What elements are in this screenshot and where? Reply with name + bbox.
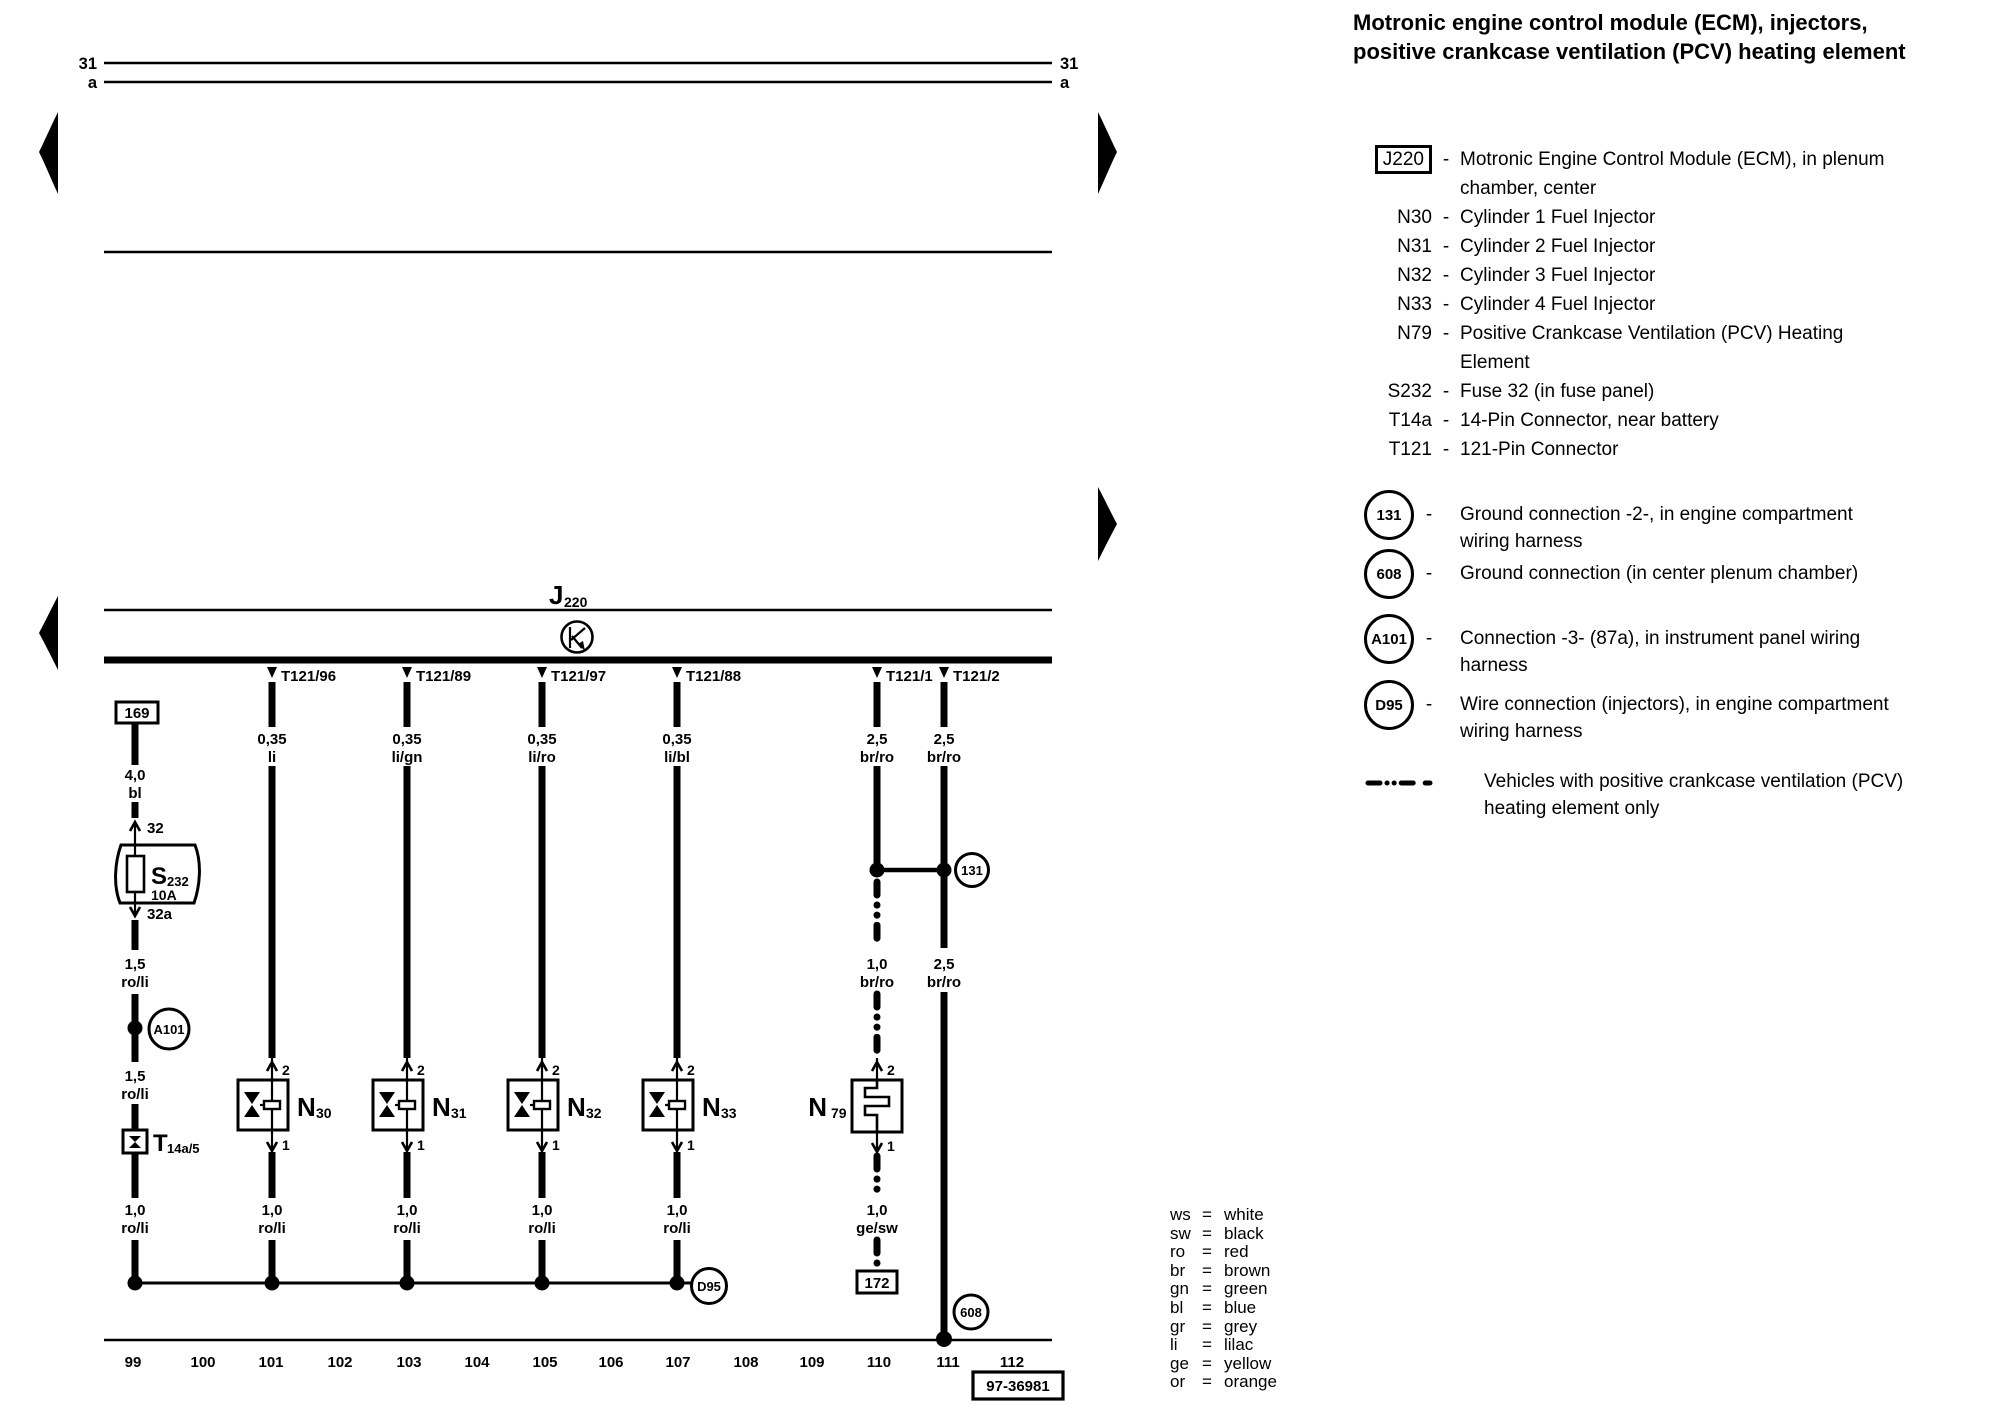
track-ref-172-label: 172: [864, 1275, 890, 1292]
track-ref-169-label: 169: [124, 705, 150, 722]
wire-connection-circle-icon: D95: [1364, 680, 1414, 730]
legend-desc: Ground connection -2-, in engine compartment wiring harness: [1460, 504, 1853, 552]
component-label-prefix: N: [702, 1092, 721, 1122]
pin-arrow-down-icon: [402, 667, 412, 678]
equals-separator: [1202, 1318, 1224, 1337]
dash-separator: [1432, 377, 1460, 406]
wire-size-label: 4,0: [124, 767, 146, 784]
legend-entry-n30: [1340, 203, 2000, 232]
color-code-row: gr = grey: [1170, 1318, 1277, 1337]
component-label-number: 79: [831, 1105, 847, 1121]
legend-desc: Motronic Engine Control Module (ECM), in plenum chamber, center: [1460, 149, 1885, 199]
component-label-prefix: N: [808, 1092, 827, 1122]
dash-separator: [1432, 261, 1460, 290]
ground-131-label: 131: [961, 863, 983, 878]
injector-valve-icon: [669, 1101, 685, 1109]
ecm-label-prefix: J: [549, 580, 564, 610]
page-title: Motronic engine control module (ECM), injectors, positive crankcase ventilation (PCV) heating element: [1353, 10, 1906, 64]
fuse-icon: [127, 856, 144, 892]
equals-separator: [1202, 1373, 1224, 1392]
legend-entry-t14a: [1340, 406, 2000, 435]
junction-dot: [128, 1021, 143, 1036]
wire-color-label: ge/sw: [856, 1220, 898, 1237]
dash-separator: [1414, 680, 1444, 745]
pin-top-label: 2: [552, 1062, 560, 1078]
rail-31-label-right: 31: [1060, 55, 1079, 73]
pin-bottom-label: 1: [687, 1137, 695, 1153]
legend-id: S232: [1387, 381, 1432, 402]
legend-desc: Cylinder 3 Fuel Injector: [1460, 265, 1656, 286]
wire-color-label: li/ro: [528, 749, 556, 766]
wire-size-label: 0,35: [527, 731, 557, 748]
dash-separator: [1432, 290, 1460, 319]
legend-desc: Fuse 32 (in fuse panel): [1460, 381, 1655, 402]
dash-separator: [1432, 232, 1460, 261]
pin-bottom-label: 1: [552, 1137, 560, 1153]
injector-circuit-n32: [508, 667, 606, 1291]
pin-label: T121/2: [953, 668, 1000, 685]
legend-desc: 121-Pin Connector: [1460, 439, 1619, 460]
track-number: 112: [999, 1354, 1025, 1371]
legend-entry-n79: [1340, 319, 2000, 377]
legend-desc: Ground connection (in center plenum chamber): [1460, 563, 1859, 584]
track-number: 100: [190, 1354, 216, 1371]
wire-size-label: 1,5: [124, 956, 146, 973]
dash-separator: [1432, 435, 1460, 464]
wire-color-label: br/ro: [926, 749, 962, 766]
left-arrow-icon: [39, 596, 58, 670]
dash-separator: [1432, 406, 1460, 435]
legend-entry-n32: [1340, 261, 2000, 290]
legend-id: T14a: [1388, 410, 1432, 431]
wire-size-label: 2,5: [866, 731, 888, 748]
pin-bottom-label: 1: [282, 1137, 290, 1153]
pin-arrow-down-icon: [672, 667, 682, 678]
wire-color-code: [1170, 1206, 1277, 1392]
equals-separator: [1202, 1299, 1224, 1318]
legend-connection-d95: [1340, 680, 2000, 745]
wire-color-label: br/ro: [926, 974, 962, 991]
wire-size-label: 1,0: [866, 1202, 888, 1219]
legend-desc: Cylinder 1 Fuel Injector: [1460, 207, 1656, 228]
legend-id: N31: [1397, 236, 1432, 257]
dash-separator: [1432, 203, 1460, 232]
right-arrow-icon: [1098, 112, 1117, 194]
continuation-arrows: [39, 112, 1117, 670]
track-number: 104: [464, 1354, 490, 1371]
dash-separator: [1414, 490, 1444, 555]
fuse-label-prefix: S: [151, 863, 168, 890]
dash-separator: [1414, 614, 1444, 679]
track-number: 105: [532, 1354, 558, 1371]
legend-id: N30: [1397, 207, 1432, 228]
dash-separator: [1414, 549, 1444, 599]
legend-entry-t121: [1340, 435, 2000, 464]
legend-entry-n33: [1340, 290, 2000, 319]
wire-size-label: 1,0: [261, 1202, 283, 1219]
legend-id: T121: [1388, 439, 1432, 460]
wire-size-label: 0,35: [257, 731, 287, 748]
color-code-row: ro = red: [1170, 1243, 1277, 1262]
color-code-row: ws = white: [1170, 1206, 1277, 1225]
equals-separator: [1202, 1280, 1224, 1299]
legend-desc: 14-Pin Connector, near battery: [1460, 410, 1719, 431]
pin-label: T121/96: [281, 668, 337, 685]
track-number: 107: [665, 1354, 691, 1371]
wire-size-label: 2,5: [933, 956, 955, 973]
wire-size-label: 1,5: [124, 1068, 146, 1085]
track-number: 102: [327, 1354, 353, 1371]
pin-label: T121/1: [886, 668, 933, 685]
dash-separator: [1432, 145, 1460, 203]
component-label-prefix: N: [432, 1092, 451, 1122]
color-code-row: li = lilac: [1170, 1336, 1277, 1355]
track-number: 111: [936, 1354, 960, 1371]
injector-valve-icon: [264, 1101, 280, 1109]
wire-size-label: 0,35: [392, 731, 422, 748]
ground-circle-icon: 131: [1364, 490, 1414, 540]
wire-size-label: 1,0: [866, 956, 888, 973]
legend-desc: Cylinder 2 Fuel Injector: [1460, 236, 1656, 257]
legend-ground-131: [1340, 490, 2000, 555]
wire-size-label: 2,5: [933, 731, 955, 748]
wire-color-label: bl: [128, 785, 142, 802]
ground-circle-icon: 608: [1364, 549, 1414, 599]
equals-separator: [1202, 1206, 1224, 1225]
legend-desc: Cylinder 4 Fuel Injector: [1460, 294, 1656, 315]
component-label-number: 33: [721, 1105, 737, 1121]
supply-circuit: [116, 702, 200, 1291]
wire-color-label: ro/li: [663, 1220, 691, 1237]
component-label-number: 30: [316, 1105, 332, 1121]
pin-top-label: 2: [687, 1062, 695, 1078]
equals-separator: [1202, 1225, 1224, 1244]
wire-color-label: li/bl: [664, 749, 690, 766]
injector-circuit-n31: [373, 667, 471, 1291]
wire-color-label: ro/li: [121, 1086, 149, 1103]
wire-color-label: br/ro: [859, 974, 895, 991]
track-strip: [104, 1340, 1063, 1399]
injector-valve-icon: [399, 1101, 415, 1109]
component-label-prefix: N: [297, 1092, 316, 1122]
injector-valve-icon: [534, 1101, 550, 1109]
track-number: 108: [733, 1354, 759, 1371]
pin-arrow-down-icon: [267, 667, 277, 678]
data-link-k-icon: [562, 622, 593, 653]
ecm-label-number: 220: [564, 594, 588, 610]
track-number: 109: [799, 1354, 825, 1371]
color-code-row: or = orange: [1170, 1373, 1277, 1392]
wire-color-label: ro/li: [258, 1220, 286, 1237]
track-number: 103: [396, 1354, 422, 1371]
d95-common-wire: [135, 1269, 727, 1304]
component-label-prefix: N: [567, 1092, 586, 1122]
wire-color-label: li: [267, 749, 277, 766]
pin-label: T121/88: [686, 668, 742, 685]
legend-desc: Vehicles with positive crankcase ventilation (PCV) heating element only: [1484, 771, 1904, 819]
legend-desc: Wire connection (injectors), in engine compartment wiring harness: [1460, 694, 1889, 742]
connection-circle-icon: A101: [1364, 614, 1414, 664]
track-number: 110: [866, 1354, 892, 1371]
pin-arrow-down-icon: [537, 667, 547, 678]
pin-top-label: 2: [282, 1062, 290, 1078]
equals-separator: [1202, 1262, 1224, 1281]
color-code-row: ge = yellow: [1170, 1355, 1277, 1374]
pin-arrow-down-icon: [939, 667, 949, 678]
legend-id: J220: [1340, 145, 1432, 203]
rail-a-label-right: a: [1060, 74, 1070, 92]
wire-size-label: 0,35: [662, 731, 692, 748]
equals-separator: [1202, 1336, 1224, 1355]
pcv-heater-circuit: [808, 667, 988, 1293]
top-rails: [79, 55, 1079, 252]
equals-separator: [1202, 1243, 1224, 1262]
fuse-terminal-out-label: 32a: [147, 906, 173, 923]
track-number: 101: [258, 1354, 284, 1371]
wire-size-label: 1,0: [666, 1202, 688, 1219]
dash-separator: [1432, 319, 1460, 377]
legend-ground-608: [1340, 549, 2000, 599]
dashed-wire-icon: [1364, 768, 1438, 822]
legend-id: N79: [1397, 323, 1432, 344]
wire-color-label: ro/li: [393, 1220, 421, 1237]
equals-separator: [1202, 1355, 1224, 1374]
wire-connection-d95-label: D95: [697, 1279, 721, 1294]
track-number: 99: [124, 1354, 142, 1371]
fuse-terminal-in-label: 32: [147, 820, 164, 837]
injector-circuit-n33: [643, 667, 741, 1291]
pin-label: T121/97: [551, 668, 607, 685]
rail-a-label-left: a: [87, 74, 97, 92]
pin-label: T121/89: [416, 668, 472, 685]
wire-size-label: 1,0: [531, 1202, 553, 1219]
wire-color-label: ro/li: [121, 974, 149, 991]
fuse-label-number: 232: [167, 874, 189, 889]
legend-dashed-note: [1340, 768, 2000, 822]
pin-bottom-label: 1: [417, 1137, 425, 1153]
legend-desc: Positive Crankcase Ventilation (PCV) Heating Element: [1460, 323, 1844, 373]
wire-size-label: 1,0: [124, 1202, 146, 1219]
pin-top-label: 2: [887, 1062, 895, 1078]
wire-size-label: 1,0: [396, 1202, 418, 1219]
color-code-row: gn = green: [1170, 1280, 1277, 1299]
legend-entry-n31: [1340, 232, 2000, 261]
color-code-row: bl = blue: [1170, 1299, 1277, 1318]
injector-circuit-n30: [238, 667, 336, 1291]
track-number: 106: [598, 1354, 624, 1371]
legend-connection-a101: [1340, 614, 2000, 679]
diagram-number: 97-36981: [986, 1378, 1050, 1395]
legend-id: N32: [1397, 265, 1432, 286]
connector-label-number: 14a/5: [167, 1141, 200, 1156]
pin-arrow-down-icon: [872, 667, 882, 678]
right-arrow-icon: [1098, 487, 1117, 561]
left-arrow-icon: [39, 112, 58, 194]
pin-bottom-label: 1: [887, 1138, 895, 1154]
legend-id: N33: [1397, 294, 1432, 315]
connection-a101-label: A101: [153, 1022, 185, 1037]
color-code-row: sw = black: [1170, 1225, 1277, 1244]
legend-desc: Connection -3- (87a), in instrument panel wiring harness: [1460, 628, 1861, 676]
wire-color-label: li/gn: [391, 749, 423, 766]
rail-31-label-left: 31: [78, 55, 97, 73]
ground-608-label: 608: [960, 1305, 982, 1320]
pin-top-label: 2: [417, 1062, 425, 1078]
legend-entry-s232: [1340, 377, 2000, 406]
connector-label-prefix: T: [153, 1130, 168, 1157]
ecm-bus-j220: [104, 580, 1052, 660]
legend-entry-j220: [1340, 145, 2000, 203]
ground-circuit: [927, 667, 1000, 1347]
wire-color-label: ro/li: [121, 1220, 149, 1237]
wire-color-label: ro/li: [528, 1220, 556, 1237]
component-label-number: 31: [451, 1105, 467, 1121]
fuse-rating-label: 10A: [151, 887, 177, 903]
component-label-number: 32: [586, 1105, 602, 1121]
wire-color-label: br/ro: [859, 749, 895, 766]
color-code-row: br = brown: [1170, 1262, 1277, 1281]
